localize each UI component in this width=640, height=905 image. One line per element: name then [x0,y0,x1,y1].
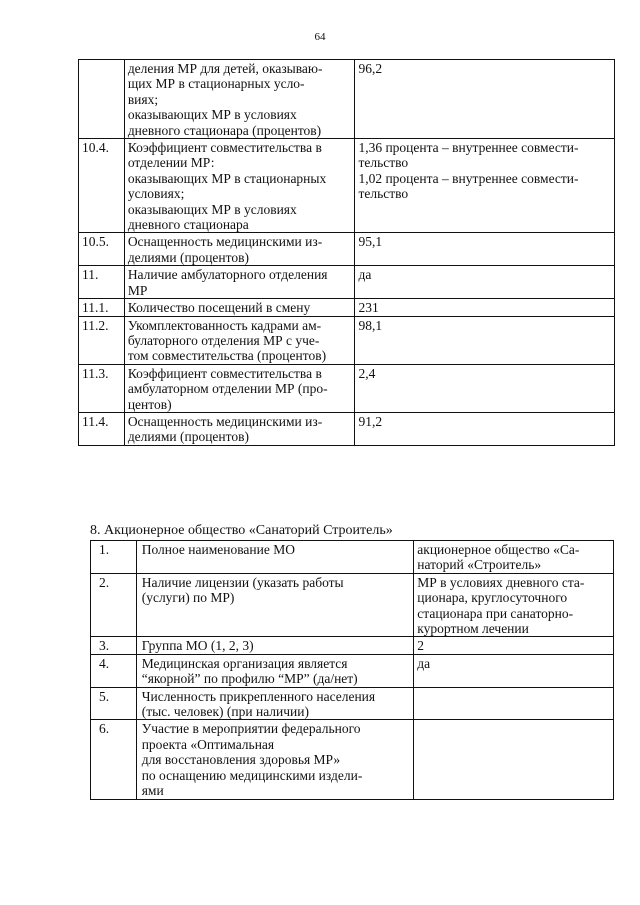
indicator-value-line: да [358,267,372,283]
indicator-value-line: да [417,655,431,671]
indicator-value-cell [414,654,614,687]
row-number: 6. [91,720,137,799]
row-number: 10.4. [79,139,125,233]
indicator-name-line: оказывающих МР в стационарных [127,170,327,186]
indicator-value-cell [414,541,614,574]
indicator-name-line: дневного стационара [127,217,249,233]
indicator-name-line: Коэффициент совместительства в [127,365,322,381]
table-row [91,720,614,799]
indicator-value-line: стационара при санаторно- [417,605,574,621]
indicator-name-line: амбулаторном отделении МР (про- [127,381,328,397]
indicator-name-line: деления МР для детей, оказываю- [127,61,323,76]
section-title: 8. Акционерное общество «Санаторий Строитель» [90,523,393,538]
row-number: 11. [79,266,125,299]
indicator-value-cell [355,316,615,364]
indicator-name-line: (тыс. человек) (при наличии) [141,704,309,720]
indicator-value-line: МР в условиях дневного ста- [417,574,585,590]
indicator-value-line: 95,1 [358,234,383,250]
row-number: 11.3. [79,364,125,412]
row-number: 11.4. [79,412,125,445]
table-row [79,139,615,233]
indicator-name-line: оказывающих МР в условиях [127,201,297,217]
indicator-name-line: виях; [127,91,159,107]
indicator-value-line: 2 [417,638,425,654]
row-number: 10.5. [79,233,125,266]
indicator-name-cell [124,266,355,299]
indicator-name-line: (услуги) по МР) [141,590,235,606]
table-row [79,412,615,445]
indicator-value-line: 1,02 процента – внутреннее совмести- [358,170,579,186]
indicator-value-line: тельство [358,186,409,202]
indicator-name-line: Участие в мероприятии федерального [141,721,361,737]
table-row [79,60,615,139]
indicator-name-line: Наличие амбулаторного отделения [127,267,328,283]
table-row [79,266,615,299]
indicator-value-cell [414,637,614,654]
indicator-name-cell [136,654,414,687]
table-row [79,299,615,316]
indicator-value-cell [355,60,615,139]
table-row [79,364,615,412]
indicator-value-cell [355,412,615,445]
indicator-value-line: 231 [358,300,379,316]
indicator-value-line: 1,36 процента – внутреннее совмести- [358,140,579,156]
indicator-name-line: Наличие лицензии (указать работы [141,574,344,590]
table-row [79,233,615,266]
indicator-value-cell [414,720,614,799]
table-row [91,573,614,637]
indicator-value-cell [414,573,614,637]
indicator-value-cell [355,266,615,299]
indicator-name-line: Коэффициент совместительства в [127,140,322,156]
row-number: 11.1. [79,299,125,316]
indicator-name-line: Численность прикрепленного населения [141,688,376,704]
table-row [91,687,614,720]
indicator-name-cell [136,687,414,720]
indicator-name-line: Количество посещений в смену [127,300,311,316]
indicator-name-cell [136,637,414,654]
indicator-value-line: 91,2 [358,413,383,429]
row-number: 5. [91,687,137,720]
indicator-name-line: том совместительства (процентов) [127,348,327,364]
indicator-name-line: Группа МО (1, 2, 3) [141,638,254,654]
sanatorium-stroitel-table [90,540,614,800]
indicator-value-cell [355,139,615,233]
row-number: 3. [91,637,137,654]
indicator-name-line: делиями (процентов) [127,429,249,445]
indicator-name-cell [136,573,414,637]
indicator-value-line: ционара, круглосуточного [417,590,568,606]
row-number: 11.2. [79,316,125,364]
indicator-name-cell [124,233,355,266]
indicator-value-line: 98,1 [358,317,383,333]
row-number [79,60,125,139]
indicators-table-continued [78,59,615,446]
indicator-value-line: тельство [358,155,409,171]
indicator-name-cell [124,412,355,445]
indicator-value-line: наторий «Строитель» [417,557,542,573]
indicator-value-cell [355,233,615,266]
row-number: 4. [91,654,137,687]
indicator-name-line: булаторного отделения МР с уче- [127,332,320,348]
indicator-name-line: для восстановления здоровья МР» [141,752,341,768]
indicator-name-cell [136,541,414,574]
indicator-value-cell [414,687,614,720]
indicator-name-line: центов) [127,396,172,412]
indicator-name-line: проекта «Оптимальная [141,736,275,752]
indicator-name-line: условиях; [127,186,185,202]
indicator-value-line: курортном лечении [417,621,529,637]
indicator-name-line: щих МР в стационарных усло- [127,76,305,92]
indicator-name-line: Оснащенность медицинскими из- [127,234,323,250]
indicator-name-line: оказывающих МР в условиях [127,107,297,123]
indicator-name-line: “якорной” по профилю “МР” (да/нет) [141,671,358,687]
page-number: 64 [314,31,326,43]
table-row [79,316,615,364]
table-row [91,637,614,654]
row-number: 1. [91,541,137,574]
indicator-name-cell [124,364,355,412]
indicator-name-cell [124,139,355,233]
indicator-value-cell [355,364,615,412]
indicator-name-line: ями [141,783,164,799]
indicator-name-line: делиями (процентов) [127,249,249,265]
indicator-value-line: 2,4 [358,365,376,381]
indicator-name-line: по оснащению медицинскими издели- [141,767,363,783]
indicator-name-line: МР [127,282,148,298]
indicator-name-cell [124,60,355,139]
indicator-value-line: 96,2 [358,61,383,76]
indicator-value-cell [355,299,615,316]
indicator-name-line: Укомплектованность кадрами ам- [127,317,322,333]
table-row [91,654,614,687]
indicator-value-line: акционерное общество «Са- [417,542,580,557]
indicator-name-cell [124,299,355,316]
indicator-name-line: дневного стационара (процентов) [127,122,322,138]
indicator-name-cell [136,720,414,799]
indicator-name-line: Медицинская организация является [141,655,348,671]
row-number: 2. [91,573,137,637]
indicator-name-line: Полное наименование МО [141,542,295,557]
indicator-name-cell [124,316,355,364]
table-row [91,541,614,574]
indicator-name-line: Оснащенность медицинскими из- [127,413,323,429]
indicator-name-line: отделении МР: [127,155,215,171]
